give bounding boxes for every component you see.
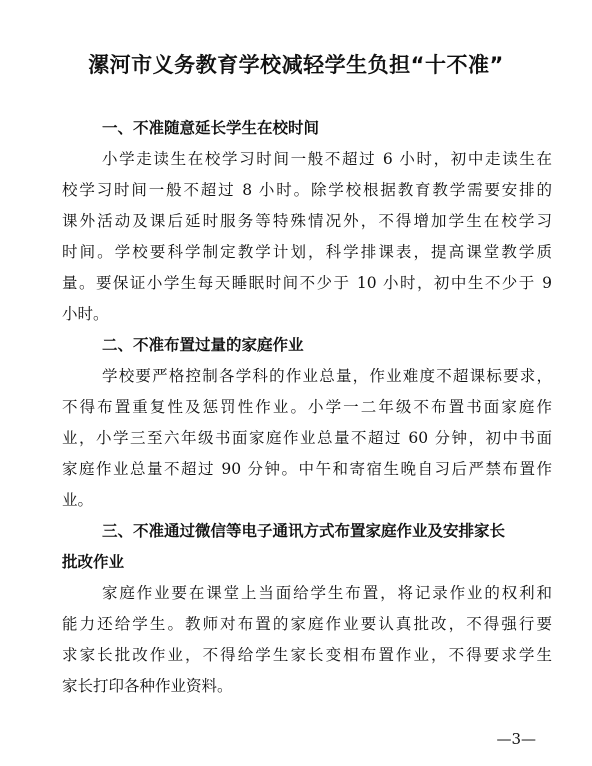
section-paragraph [62,578,552,702]
section-3 [62,516,552,702]
document-body [62,113,552,702]
section-paragraph [62,361,552,516]
paragraph-line: 家庭作业要在课堂上当面给学生布置，将记录作业的权利和 [102,584,552,602]
paragraph-line: 业。 [62,491,94,509]
paragraph-line: 小学走读生在校学习时间一般不超过 6 小时，初中走读生在 [102,150,552,168]
paragraph-line: 时间。学校要科学制定教学计划，科学排课表，提高课堂教学质 [62,243,552,261]
paragraph-line: 量。要保证小学生每天睡眠时间不少于 10 小时，初中生不少于 9 [62,274,552,292]
page-number: —3— [496,730,536,748]
section-heading: 二、不准布置过量的家庭作业 [102,336,304,354]
paragraph-line: 不得布置重复性及惩罚性作业。小学一二年级不布置书面家庭作 [62,398,552,416]
paragraph-line: 能力还给学生。教师对布置的家庭作业要认真批改，不得强行要 [62,615,552,633]
paragraph-line: 学校要严格控制各学科的作业总量，作业难度不超课标要求， [102,367,552,385]
paragraph-line: 家庭作业总量不超过 90 分钟。中午和寄宿生晚自习后严禁布置作 [62,460,552,478]
section-paragraph [62,144,552,330]
paragraph-line: 小时。 [62,305,109,323]
paragraph-line: 课外活动及课后延时服务等特殊情况外，不得增加学生在校学习 [62,212,552,230]
heading-line: 三、不准通过微信等电子通讯方式布置家庭作业及安排家长 [102,522,506,540]
paragraph-line: 家长打印各种作业资料。 [62,677,233,695]
heading-line: 批改作业 [62,553,125,571]
section-2 [62,330,552,516]
section-1 [62,113,552,330]
section-heading [62,516,552,578]
paragraph-line: 校学习时间一般不超过 8 小时。除学校根据教育教学需要安排的 [62,181,552,199]
document-title: 漯河市义务教育学校减轻学生负担“十不准” [88,53,504,77]
paragraph-line: 业，小学三至六年级书面家庭作业总量不超过 60 分钟，初中书面 [62,429,552,447]
section-heading: 一、不准随意延长学生在校时间 [102,119,320,137]
paragraph-line: 求家长批改作业，不得给学生家长变相布置作业，不得要求学生 [62,646,552,664]
